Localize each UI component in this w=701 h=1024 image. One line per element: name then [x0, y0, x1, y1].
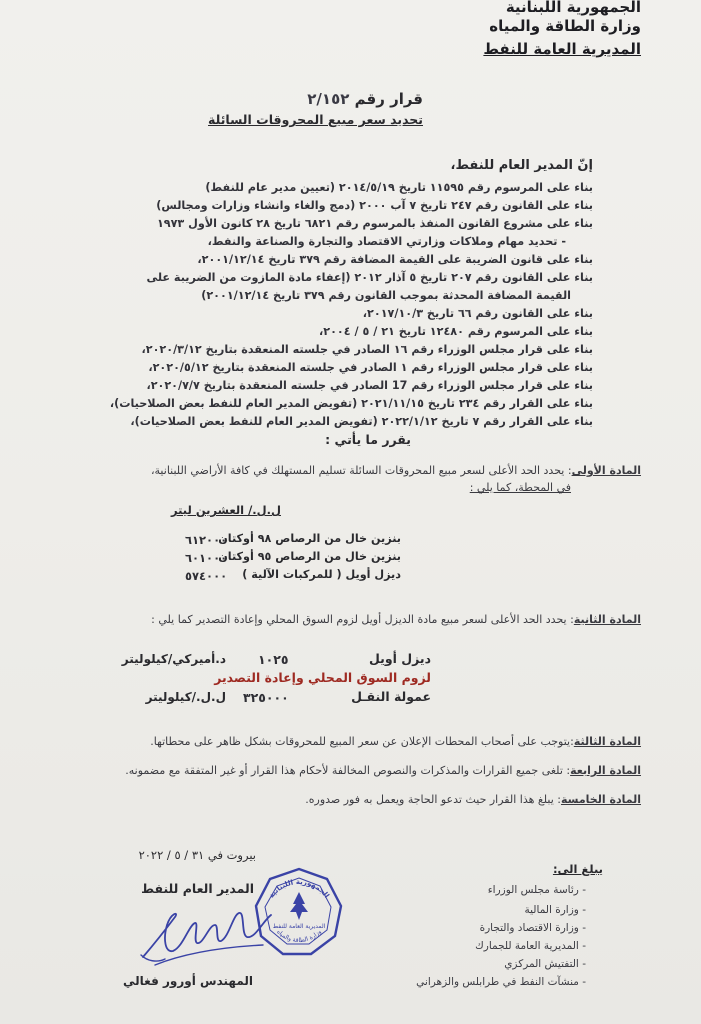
- diesel-unit: د.أميركي/كيلوليتر: [121, 652, 226, 666]
- svg-text:وزارة الطاقة والمياه: وزارة الطاقة والمياه: [275, 928, 323, 945]
- distribution-item: - وزارة الاقتصاد والتجارة: [479, 922, 586, 934]
- distribution-item-label: منشآت النفط في طرابلس والزهراني: [416, 976, 579, 988]
- transport-commission-label: عمولة النقـل: [351, 689, 431, 704]
- transport-commission-unit: ل.ل./كيلوليتر: [145, 690, 226, 704]
- article-4-text: : تلغى جميع القرارات والمذكرات والنصوص المخالفة لأحكام هذا القرار أو غير المتفقة مع مضمونه.: [125, 764, 571, 777]
- product-name: ديزل أويل ( للمركبات الآلية ): [242, 568, 401, 581]
- preamble-line: بناء على المرسوم رقم ١٢٤٨٠ تاريخ ٢١ / ٥ / ٢٠٠٤،: [319, 325, 593, 338]
- diesel-usage-note: لزوم السوق المحلي وإعادة التصدير: [214, 670, 431, 685]
- letterhead-republic: الجمهورية اللبنانية: [505, 0, 641, 16]
- distribution-item: - المديرية العامة للجمارك: [475, 940, 586, 952]
- distribution-item: - رئاسة مجلس الوزراء: [487, 884, 586, 896]
- diesel-label: ديزل أويل: [369, 651, 431, 666]
- letterhead-ministry: وزارة الطاقة والمياه: [489, 17, 641, 35]
- price-column-header: ل.ل./ العشرين ليتر: [170, 503, 281, 517]
- signatory-title: المدير العام للنفط: [141, 881, 254, 896]
- article-2: [151, 613, 641, 626]
- preamble-line: بناء على القانون رقم ٢٠٧ تاريخ ٥ آذار ٢٠١٢ (إعفاء مادة المازوت من الضريبة على: [146, 271, 593, 284]
- article-4-label: المادة الرابعة: [570, 764, 641, 777]
- preamble-line: بناء على المرسوم رقم ١١٥٩٥ تاريخ ٢٠١٤/٥/١٩ (تعيين مدير عام للنفط): [205, 181, 593, 194]
- preamble-line: بناء على القرار رقم ٧ تاريخ ٢٠٢٢/١/١٢ (تفويض المدير العام للنفط بعض الصلاحيات)،: [130, 415, 593, 428]
- decision-subject: تحديد سعر مبيع المحروقات السائلة: [208, 112, 423, 127]
- preamble-line: بناء على القرار رقم ٢٣٤ تاريخ ٢٠٢١/١١/١٥ (تفويض المدير العام للنفط بعض الصلاحيات)،: [109, 397, 593, 410]
- distribution-item: - التفتيش المركزي: [504, 958, 586, 970]
- article-1: [151, 464, 641, 477]
- distribution-title: يبلغ الى:: [552, 862, 603, 876]
- preamble-line: بناء على مشروع القانون المنفذ بالمرسوم رقم ٦٨٢١ تاريخ ٢٨ كانون الأول ١٩٧٣: [156, 217, 593, 230]
- preamble-intro: إنّ المدير العام للنفط،: [450, 158, 593, 173]
- preamble-line: بناء على قانون الضريبة على القيمة المضافة رقم ٣٧٩ تاريخ ٢٠٠١/١٢/١٤،: [197, 253, 593, 266]
- product-price: ٦٠١٠٠٠: [185, 551, 228, 565]
- article-5-label: المادة الخامسة: [560, 793, 641, 806]
- transport-commission-value: ٣٢٥٠٠٠: [243, 690, 289, 705]
- place-date: بيروت في ٣١ / ٥ / ٢٠٢٢: [138, 848, 256, 862]
- preamble-line: بناء على القانون رقم ٦٦ تاريخ ٢٠١٧/١٠/٣،: [362, 307, 593, 320]
- article-5-text: : يبلغ هذا القرار حيث تدعو الحاجة ويعمل به فور صدوره.: [305, 793, 561, 806]
- preamble-line: بناء على قرار مجلس الوزراء رقم ١٦ الصادر في جلسته المنعقدة بتاريخ ٢٠٢٠/٣/١٢،: [141, 343, 593, 356]
- letterhead-directorate: المديرية العامة للنفط: [483, 40, 641, 58]
- distribution-item-label: رئاسة مجلس الوزراء: [487, 884, 579, 896]
- article-1-text2: في المحطة، كما يلي :: [469, 481, 571, 494]
- preamble-line: بناء على قرار مجلس الوزراء رقم ١ الصادر في جلسته المنعقدة بتاريخ ٢٠٢٠/٥/١٢،: [148, 361, 593, 374]
- svg-text:الجمهورية اللبنانية: الجمهورية اللبنانية: [267, 877, 331, 900]
- signatory-name: المهندس أورور فغالي: [123, 974, 253, 988]
- decision-number-label: قرار رقم: [354, 90, 423, 108]
- preamble-line: القيمة المضافة المحدثة بموجب القانون رقم ٣٧٩ تاريخ ٢٠٠١/١٢/١٤): [201, 289, 571, 302]
- handwritten-signature: [135, 895, 280, 975]
- article-3-label: المادة الثالثة: [573, 735, 641, 748]
- svg-text:المديرية العامة للنفط: المديرية العامة للنفط: [272, 923, 326, 930]
- article-1-text: : يحدد الحد الأعلى لسعر مبيع المحروقات السائلة تسليم المستهلك في كافة الأراضي اللبنانية،: [150, 464, 572, 477]
- distribution-item-label: وزارة الاقتصاد والتجارة: [479, 922, 579, 934]
- preamble-line: بناء على قرار مجلس الوزراء رقم 17 الصادر في جلسته المنعقدة بتاريخ ٢٠٢٠/٧/٧،: [146, 379, 593, 392]
- decision-title: [307, 90, 423, 108]
- decision-number: ٢/١٥٢: [307, 90, 350, 108]
- article-2-text: : يحدد الحد الأعلى لسعر مبيع مادة الديزل أويل لزوم السوق المحلي وإعادة التصدير كما يلي :: [151, 613, 574, 626]
- article-1-label: المادة الأولى: [571, 464, 641, 477]
- preamble-decides: يقرر ما يأتي :: [325, 432, 411, 447]
- article-3: [150, 735, 641, 748]
- product-name: بنزين خال من الرصاص ٩٥ أوكتان: [218, 550, 401, 563]
- distribution-item: - منشآت النفط في طرابلس والزهراني: [416, 976, 586, 988]
- article-2-label: المادة الثانية: [573, 613, 641, 626]
- product-price: ٦١٢٠٠٠: [185, 533, 228, 547]
- preamble-line: - تحديد مهام وملاكات وزارتي الاقتصاد والتجارة والصناعة والنفط،: [207, 235, 566, 248]
- product-name: بنزين خال من الرصاص ٩٨ أوكتان: [218, 532, 401, 545]
- diesel-value: ١٠٢٥: [258, 652, 289, 667]
- distribution-item-label: وزارة المالية: [524, 904, 579, 916]
- article-3-text: :يتوجب على أصحاب المحطات الإعلان عن سعر المبيع للمحروقات بشكل ظاهر على محطاتها.: [150, 735, 574, 748]
- distribution-item: - وزارة المالية: [524, 904, 586, 916]
- preamble-line: بناء على القانون رقم ٢٤٧ تاريخ ٧ آب ٢٠٠٠ (دمج والغاء وانشاء وزارات ومجالس): [156, 199, 593, 212]
- article-5: [305, 793, 641, 806]
- distribution-item-label: المديرية العامة للجمارك: [475, 940, 579, 952]
- product-price: ٥٧٤٠٠٠: [185, 569, 228, 583]
- article-4: [125, 764, 641, 777]
- distribution-item-label: التفتيش المركزي: [504, 958, 579, 970]
